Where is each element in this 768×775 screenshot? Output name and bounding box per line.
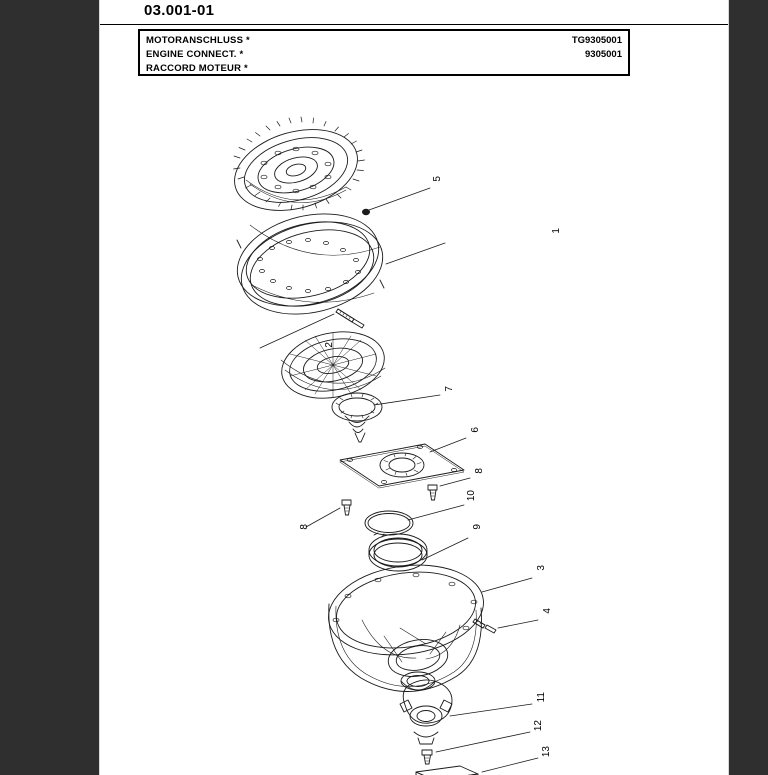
title-fr: RACCORD MOTEUR * bbox=[146, 63, 248, 74]
callout-6: 6 bbox=[470, 427, 481, 433]
part-top-flexplate bbox=[225, 116, 367, 224]
part-9-seal-ring bbox=[369, 534, 427, 571]
page-title: 03.001-01 bbox=[144, 2, 215, 19]
part-1-adapter-ring bbox=[227, 200, 392, 328]
callout-4: 4 bbox=[542, 608, 553, 614]
document-page bbox=[100, 0, 728, 775]
right-gutter bbox=[728, 0, 768, 775]
code-secondary: 9305001 bbox=[585, 49, 622, 60]
part-3-bell-housing bbox=[323, 556, 490, 692]
callout-8-left: 8 bbox=[299, 524, 310, 530]
info-box bbox=[138, 29, 630, 76]
callout-12: 12 bbox=[533, 720, 544, 732]
part-13-lower-plate bbox=[416, 766, 478, 775]
part-12-bolt bbox=[422, 750, 432, 764]
callout-10: 10 bbox=[466, 490, 477, 502]
code-primary: TG9305001 bbox=[571, 35, 622, 46]
callout-3: 3 bbox=[536, 565, 547, 571]
info-box-codes bbox=[572, 34, 622, 62]
part-10-snap-ring bbox=[365, 511, 413, 537]
title-divider bbox=[100, 24, 728, 25]
diagram-svg bbox=[100, 80, 728, 775]
callout-11: 11 bbox=[536, 692, 547, 703]
left-gutter bbox=[0, 0, 100, 775]
callout-9: 9 bbox=[472, 524, 483, 530]
exploded-diagram bbox=[100, 80, 728, 775]
callout-13: 13 bbox=[541, 746, 552, 758]
info-box-titles bbox=[146, 34, 250, 76]
part-2-bolt bbox=[336, 309, 364, 328]
title-de: MOTORANSCHLUSS * bbox=[146, 35, 250, 46]
part-6-adapter-plate bbox=[340, 444, 464, 488]
part-8-bolt-left bbox=[342, 500, 351, 515]
callout-2: 2 bbox=[324, 342, 335, 348]
title-en: ENGINE CONNECT. * bbox=[146, 49, 244, 60]
callout-7: 7 bbox=[444, 386, 455, 392]
callout-8-right: 8 bbox=[474, 468, 485, 474]
callout-1: 1 bbox=[551, 228, 562, 234]
part-8-bolt-right bbox=[428, 485, 437, 500]
callout-5: 5 bbox=[432, 176, 443, 182]
